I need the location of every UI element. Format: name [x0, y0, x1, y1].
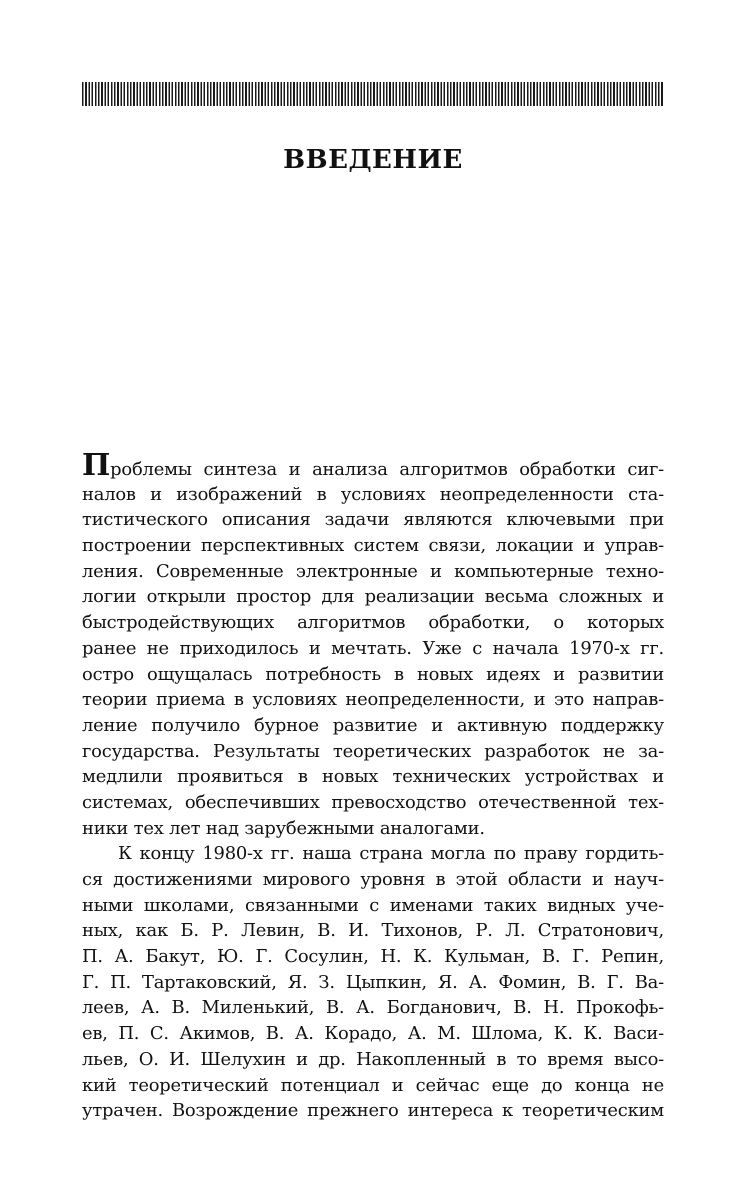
text-line: системах, обеспечивших превосходство отечественной тех-	[82, 791, 664, 813]
text-line: кий теоретический потенциал и сейчас еще до конца не	[82, 1074, 664, 1096]
text-line: ранее не приходилось и мечтать. Уже с начала 1970-х гг.	[82, 637, 664, 659]
text-line: быстродействующих алгоритмов обработки, о которых	[82, 612, 664, 634]
text-line: ся достижениями мирового уровня в этой области и науч-	[82, 869, 664, 890]
decorative-header-bar	[82, 82, 664, 106]
text-line: налов и изображений в условиях неопределенности ста-	[82, 483, 664, 505]
text-line: Г. П. Тартаковский, Я. З. Цыпкин, Я. А. Фомин, В. Г. Ва-	[82, 971, 664, 993]
text-line: построении перспективных систем связи, локации и управ-	[82, 535, 664, 557]
text-line: утрачен. Возрождение прежнего интереса к теоретическим	[82, 1100, 664, 1122]
text-line: государства. Результаты теоретических разработок не за-	[82, 740, 664, 762]
text-line: тистического описания задачи являются ключевыми при	[82, 509, 664, 531]
text-line: П. А. Бакут, Ю. Г. Сосулин, Н. К. Кульман, В. Г. Репин,	[82, 946, 664, 968]
text-line: логии открыли простор для реализации весьма сложных и	[82, 586, 664, 608]
text-line: ев, П. С. Акимов, В. А. Корадо, А. М. Шлома, К. К. Васи-	[82, 1023, 664, 1045]
paragraph-1	[82, 448, 664, 841]
text-line: ления. Современные электронные и компьютерные техно-	[82, 560, 664, 582]
text-line: льев, О. И. Шелухин и др. Накопленный в то время высо-	[82, 1048, 664, 1070]
text-line: ных, как Б. Р. Левин, В. И. Тихонов, Р. Л. Стратонович,	[82, 920, 664, 942]
text-line	[82, 448, 664, 483]
chapter-title: ВВЕДЕНИЕ	[283, 145, 463, 175]
text-line: ники тех лет над зарубежными аналогами.	[82, 817, 485, 839]
body-text	[82, 448, 664, 1124]
paragraph-2	[82, 841, 664, 1124]
text-line: леев, А. В. Миленький, В. А. Богданович, В. Н. Прокофь-	[82, 997, 664, 1019]
text-line: К концу 1980-х гг. наша страна могла по праву гордить-	[118, 843, 664, 865]
text-line-content: роблемы синтеза и анализа алгоритмов обработки сиг-	[110, 459, 664, 480]
text-line: ными школами, связанными с именами таких видных уче-	[82, 894, 664, 916]
text-line: медлили проявиться в новых технических устройствах и	[82, 766, 664, 788]
text-line: ление получило бурное развитие и активную поддержку	[82, 714, 664, 736]
text-line: остро ощущалась потребность в новых идеях и развитии	[82, 663, 664, 685]
drop-cap: П	[82, 448, 111, 483]
text-line: теории приема в условиях неопределенности, и это направ-	[82, 689, 664, 711]
